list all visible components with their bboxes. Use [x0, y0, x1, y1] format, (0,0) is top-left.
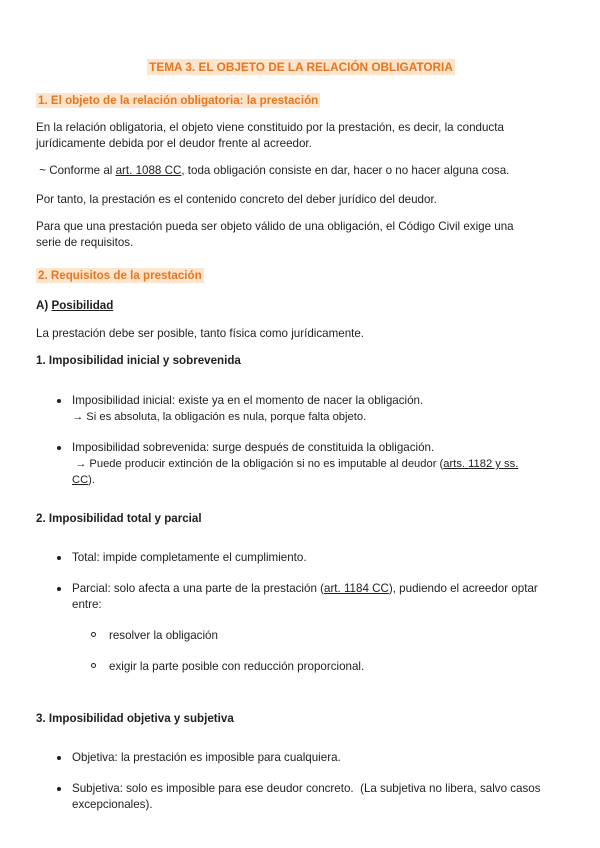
- bullet-subjetiva-line-2: excepcionales).: [72, 798, 153, 811]
- paragraph-2: ~ Conforme al art. 1088 CC, toda obligación consiste en dar, hacer o no hacer alguna cosa.: [36, 164, 510, 177]
- bullet-dot: [57, 787, 61, 791]
- document-title: [36, 59, 566, 75]
- bullet-parcial-line-1: Parcial: solo afecta a una parte de la prestación (art. 1184 CC), pudiendo el acreedor optar: [72, 582, 538, 595]
- subheading-a-posibilidad: A) Posibilidad: [36, 299, 114, 312]
- bullet-dot: [57, 587, 61, 591]
- bullet-dot: [57, 756, 61, 760]
- art-1184-link[interactable]: art. 1184 CC: [324, 582, 389, 595]
- bullet-sobrevenida-line-2: → Puede producir extinción de la obligación si no es imputable al deudor (arts. 1182 y ss.: [72, 458, 519, 470]
- art-1088-link[interactable]: art. 1088 CC: [115, 164, 182, 177]
- paragraph-3: Por tanto, la prestación es el contenido concreto del deber jurídico del deudor.: [36, 193, 437, 206]
- bullet-parcial-line-2: entre:: [72, 598, 102, 611]
- sub-bullet-circle: [91, 632, 96, 637]
- bullet-dot: [57, 446, 61, 450]
- section-2-heading: 2. Requisitos de la prestación: [38, 269, 202, 282]
- bullet-subjetiva-line-1: Subjetiva: solo es imposible para ese deudor concreto. (La subjetiva no libera, salvo casos: [72, 782, 541, 795]
- title-text: TEMA 3. EL OBJETO DE LA RELACIÓN OBLIGATORIA: [149, 60, 453, 74]
- heading-imposibilidad-total-parcial: 2. Imposibilidad total y parcial: [36, 512, 202, 525]
- paragraph-4-line-2: serie de requisitos.: [36, 236, 134, 249]
- arts-1182-link[interactable]: arts. 1182 y ss.: [443, 458, 519, 470]
- bullet-inicial-line-1: Imposibilidad inicial: existe ya en el momento de nacer la obligación.: [72, 394, 424, 407]
- arts-1182-link-cont[interactable]: CC: [72, 474, 89, 486]
- bullet-dot: [57, 399, 61, 403]
- bullet-dot: [57, 556, 61, 560]
- heading-imposibilidad-inicial-sobrevenida: 1. Imposibilidad inicial y sobrevenida: [36, 354, 241, 367]
- sub-bullet-circle: [91, 663, 96, 668]
- paragraph-1-line-1: En la relación obligatoria, el objeto viene constituido por la prestación, es decir, la conducta: [36, 121, 504, 134]
- paragraph-1-line-2: jurídicamente debida por el deudor frente al acreedor.: [36, 137, 312, 150]
- bullet-total: Total: impide completamente el cumplimiento.: [72, 551, 307, 564]
- sub-bullet-resolver: resolver la obligación: [109, 629, 218, 642]
- paragraph-4-line-1: Para que una prestación pueda ser objeto válido de una obligación, el Código Civil exige una: [36, 220, 514, 233]
- section-1-heading: 1. El objeto de la relación obligatoria: la prestación: [38, 94, 319, 107]
- bullet-inicial-line-2: → Si es absoluta, la obligación es nula, porque falta objeto.: [72, 411, 367, 423]
- bullet-sobrevenida-line-3: CC).: [72, 474, 96, 486]
- posibilidad-intro: La prestación debe ser posible, tanto física como jurídicamente.: [36, 327, 365, 340]
- bullet-sobrevenida-line-1: Imposibilidad sobrevenida: surge después de constituida la obligación.: [72, 441, 435, 454]
- sub-bullet-exigir: exigir la parte posible con reducción proporcional.: [109, 660, 365, 673]
- bullet-objetiva: Objetiva: la prestación es imposible para cualquiera.: [72, 751, 341, 764]
- heading-imposibilidad-objetiva-subjetiva: 3. Imposibilidad objetiva y subjetiva: [36, 712, 234, 725]
